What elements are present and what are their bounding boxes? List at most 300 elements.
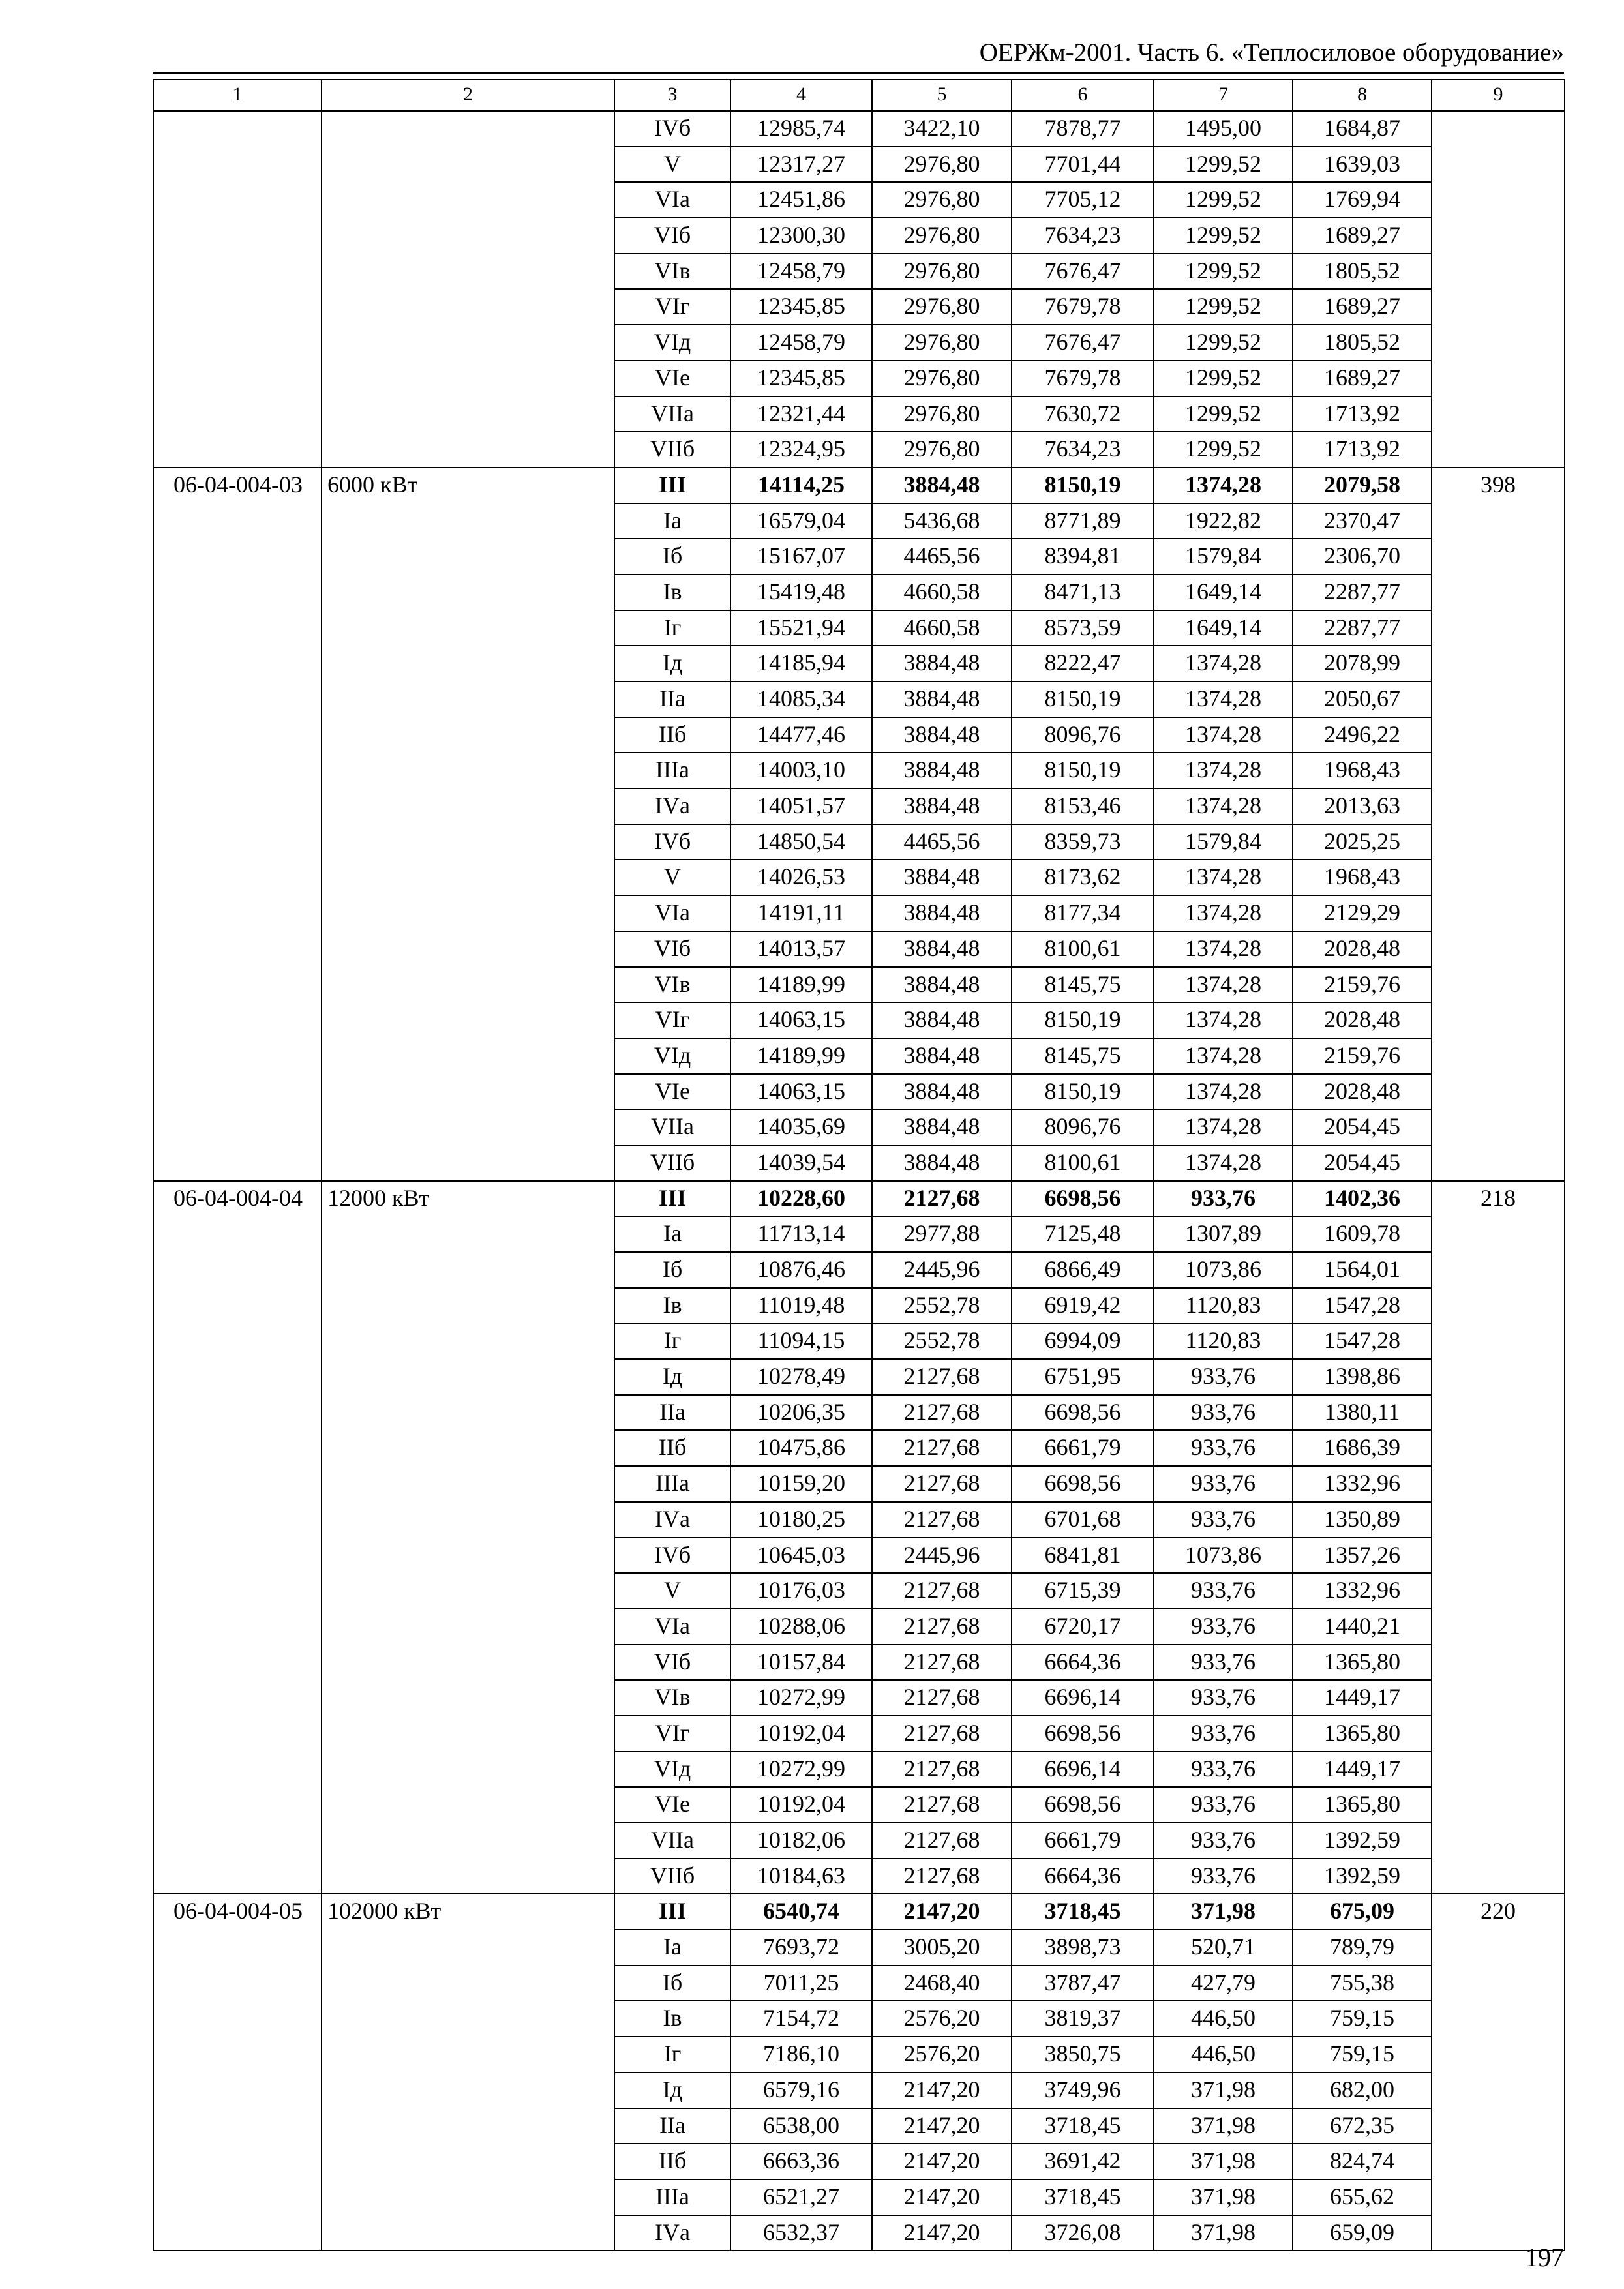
value-cell-c5: 2147,20: [872, 2144, 1012, 2179]
value-cell-c4: 14051,57: [730, 788, 872, 824]
col9-cell: 398: [1432, 468, 1565, 1181]
value-cell-c4: 7154,72: [730, 2001, 872, 2037]
value-cell-c4: 10272,99: [730, 1680, 872, 1716]
rate-code-cell: 06-04-004-05: [153, 1894, 322, 2251]
value-cell-c7: 933,76: [1154, 1859, 1293, 1894]
value-cell-c7: 371,98: [1154, 2108, 1293, 2144]
value-cell-c7: 933,76: [1154, 1645, 1293, 1681]
value-cell-c8: 2287,77: [1293, 610, 1432, 646]
value-cell-c8: 1713,92: [1293, 396, 1432, 432]
value-cell-c6: 7878,77: [1012, 111, 1154, 147]
value-cell-c7: 446,50: [1154, 2037, 1293, 2072]
value-cell-c5: 3422,10: [872, 111, 1012, 147]
value-cell-c7: 1299,52: [1154, 182, 1293, 218]
value-cell-c5: 3884,48: [872, 788, 1012, 824]
value-cell-c4: 14026,53: [730, 860, 872, 895]
value-cell-c5: 2147,20: [872, 1894, 1012, 1930]
value-cell-c4: 14477,46: [730, 717, 872, 753]
value-cell-c5: 2976,80: [872, 432, 1012, 468]
value-cell-c5: 4660,58: [872, 575, 1012, 610]
value-cell-c6: 3819,37: [1012, 2001, 1154, 2037]
column-number: 3: [614, 80, 730, 111]
zone-cell: VIIб: [614, 432, 730, 468]
value-cell-c5: 3884,48: [872, 468, 1012, 503]
value-cell-c4: 12458,79: [730, 254, 872, 290]
zone-cell: Iа: [614, 1930, 730, 1966]
zone-cell: VIа: [614, 895, 730, 931]
value-cell-c5: 3884,48: [872, 681, 1012, 717]
value-cell-c5: 3884,48: [872, 1002, 1012, 1038]
value-cell-c8: 1449,17: [1293, 1680, 1432, 1716]
column-number: 6: [1012, 80, 1154, 111]
value-cell-c7: 371,98: [1154, 2215, 1293, 2251]
zone-cell: V: [614, 860, 730, 895]
value-cell-c8: 675,09: [1293, 1894, 1432, 1930]
value-cell-c8: 2013,63: [1293, 788, 1432, 824]
value-cell-c5: 2147,20: [872, 2179, 1012, 2215]
zone-cell: VIб: [614, 931, 730, 967]
value-cell-c8: 1440,21: [1293, 1609, 1432, 1645]
value-cell-c5: 2976,80: [872, 361, 1012, 396]
value-cell-c7: 933,76: [1154, 1181, 1293, 1217]
value-cell-c4: 15419,48: [730, 575, 872, 610]
value-cell-c8: 1609,78: [1293, 1216, 1432, 1252]
value-cell-c5: 3884,48: [872, 967, 1012, 1003]
value-cell-c4: 10192,04: [730, 1716, 872, 1752]
value-cell-c5: 2576,20: [872, 2037, 1012, 2072]
value-cell-c7: 933,76: [1154, 1752, 1293, 1788]
value-cell-c6: 8173,62: [1012, 860, 1154, 895]
value-cell-c6: 6919,42: [1012, 1288, 1154, 1324]
zone-cell: VIд: [614, 325, 730, 361]
value-cell-c6: 3718,45: [1012, 2179, 1154, 2215]
value-cell-c4: 16579,04: [730, 503, 872, 539]
zone-cell: VIе: [614, 1074, 730, 1110]
value-cell-c8: 1684,87: [1293, 111, 1432, 147]
zone-cell: Iа: [614, 1216, 730, 1252]
value-cell-c8: 1357,26: [1293, 1538, 1432, 1574]
value-cell-c6: 6994,09: [1012, 1323, 1154, 1359]
value-cell-c5: 3884,48: [872, 1038, 1012, 1074]
rate-code-cell: 06-04-004-03: [153, 468, 322, 1181]
rate-name-cell: 102000 кВт: [322, 1894, 614, 2251]
value-cell-c8: 759,15: [1293, 2037, 1432, 2072]
value-cell-c4: 14114,25: [730, 468, 872, 503]
value-cell-c7: 1649,14: [1154, 575, 1293, 610]
value-cell-c7: 933,76: [1154, 1680, 1293, 1716]
zone-cell: IVа: [614, 2215, 730, 2251]
value-cell-c4: 15167,07: [730, 539, 872, 575]
zone-cell: Iб: [614, 539, 730, 575]
value-cell-c4: 10176,03: [730, 1573, 872, 1609]
value-cell-c7: 1374,28: [1154, 860, 1293, 895]
value-cell-c8: 2129,29: [1293, 895, 1432, 931]
value-cell-c8: 1769,94: [1293, 182, 1432, 218]
value-cell-c8: 1402,36: [1293, 1181, 1432, 1217]
value-cell-c7: 1374,28: [1154, 788, 1293, 824]
value-cell-c8: 2496,22: [1293, 717, 1432, 753]
value-cell-c6: 8150,19: [1012, 1074, 1154, 1110]
value-cell-c5: 2976,80: [872, 182, 1012, 218]
value-cell-c5: 2468,40: [872, 1966, 1012, 2001]
value-cell-c6: 8145,75: [1012, 967, 1154, 1003]
value-cell-c8: 755,38: [1293, 1966, 1432, 2001]
value-cell-c5: 2576,20: [872, 2001, 1012, 2037]
value-cell-c8: 2159,76: [1293, 1038, 1432, 1074]
value-cell-c5: 2127,68: [872, 1395, 1012, 1431]
value-cell-c7: 1073,86: [1154, 1252, 1293, 1288]
value-cell-c7: 1374,28: [1154, 1145, 1293, 1181]
value-cell-c8: 1805,52: [1293, 254, 1432, 290]
value-cell-c5: 2127,68: [872, 1716, 1012, 1752]
value-cell-c6: 6664,36: [1012, 1645, 1154, 1681]
value-cell-c4: 10157,84: [730, 1645, 872, 1681]
value-cell-c5: 2147,20: [872, 2215, 1012, 2251]
value-cell-c4: 12985,74: [730, 111, 872, 147]
value-cell-c6: 6866,49: [1012, 1252, 1154, 1288]
value-cell-c8: 1805,52: [1293, 325, 1432, 361]
zone-cell: Iв: [614, 575, 730, 610]
value-cell-c8: 2079,58: [1293, 468, 1432, 503]
value-cell-c4: 10228,60: [730, 1181, 872, 1217]
value-cell-c7: 1579,84: [1154, 539, 1293, 575]
zone-cell: III: [614, 468, 730, 503]
table-row: [153, 111, 1565, 147]
value-cell-c6: 3850,75: [1012, 2037, 1154, 2072]
value-cell-c5: 2147,20: [872, 2108, 1012, 2144]
value-cell-c7: 1120,83: [1154, 1323, 1293, 1359]
value-cell-c7: 371,98: [1154, 1894, 1293, 1930]
value-cell-c5: 2552,78: [872, 1323, 1012, 1359]
value-cell-c6: 8177,34: [1012, 895, 1154, 931]
value-cell-c6: 6715,39: [1012, 1573, 1154, 1609]
zone-cell: III: [614, 1894, 730, 1930]
value-cell-c4: 12321,44: [730, 396, 872, 432]
value-cell-c5: 2976,80: [872, 254, 1012, 290]
value-cell-c7: 427,79: [1154, 1966, 1293, 2001]
value-cell-c6: 8471,13: [1012, 575, 1154, 610]
zone-cell: VIIб: [614, 1859, 730, 1894]
value-cell-c8: 2025,25: [1293, 824, 1432, 860]
value-cell-c6: 6698,56: [1012, 1395, 1154, 1431]
zone-cell: VIа: [614, 182, 730, 218]
value-cell-c8: 1365,80: [1293, 1787, 1432, 1823]
value-cell-c8: 2287,77: [1293, 575, 1432, 610]
value-cell-c4: 11094,15: [730, 1323, 872, 1359]
value-cell-c7: 371,98: [1154, 2072, 1293, 2108]
value-cell-c7: 1374,28: [1154, 646, 1293, 681]
value-cell-c4: 6663,36: [730, 2144, 872, 2179]
value-cell-c5: 3884,48: [872, 1145, 1012, 1181]
value-cell-c8: 1639,03: [1293, 147, 1432, 183]
value-cell-c5: 2976,80: [872, 396, 1012, 432]
value-cell-c5: 2127,68: [872, 1359, 1012, 1395]
value-cell-c5: 2976,80: [872, 289, 1012, 325]
value-cell-c6: 8100,61: [1012, 931, 1154, 967]
value-cell-c6: 7701,44: [1012, 147, 1154, 183]
value-cell-c5: 2977,88: [872, 1216, 1012, 1252]
zone-cell: VIв: [614, 967, 730, 1003]
value-cell-c7: 1649,14: [1154, 610, 1293, 646]
value-cell-c8: 759,15: [1293, 2001, 1432, 2037]
value-cell-c4: 10272,99: [730, 1752, 872, 1788]
value-cell-c4: 10182,06: [730, 1823, 872, 1859]
value-cell-c7: 1374,28: [1154, 1109, 1293, 1145]
zone-cell: Iд: [614, 2072, 730, 2108]
zone-cell: VIб: [614, 218, 730, 254]
value-cell-c8: 1365,80: [1293, 1716, 1432, 1752]
value-cell-c6: 6661,79: [1012, 1430, 1154, 1466]
zone-cell: IIа: [614, 1395, 730, 1431]
value-cell-c7: 933,76: [1154, 1609, 1293, 1645]
column-number-row: [153, 80, 1565, 111]
value-cell-c5: 2127,68: [872, 1787, 1012, 1823]
value-cell-c7: 933,76: [1154, 1502, 1293, 1538]
zone-cell: IVб: [614, 111, 730, 147]
value-cell-c4: 10876,46: [730, 1252, 872, 1288]
value-cell-c4: 7186,10: [730, 2037, 872, 2072]
value-cell-c4: 12345,85: [730, 361, 872, 396]
value-cell-c4: 10206,35: [730, 1395, 872, 1431]
value-cell-c5: 3884,48: [872, 931, 1012, 967]
value-cell-c7: 1579,84: [1154, 824, 1293, 860]
value-cell-c4: 11713,14: [730, 1216, 872, 1252]
zone-cell: VIIа: [614, 1823, 730, 1859]
value-cell-c4: 6521,27: [730, 2179, 872, 2215]
value-cell-c6: 6696,14: [1012, 1680, 1154, 1716]
value-cell-c8: 1968,43: [1293, 860, 1432, 895]
value-cell-c6: 6698,56: [1012, 1181, 1154, 1217]
zone-cell: IIб: [614, 1430, 730, 1466]
value-cell-c5: 2552,78: [872, 1288, 1012, 1324]
value-cell-c4: 10192,04: [730, 1787, 872, 1823]
zone-cell: V: [614, 147, 730, 183]
zone-cell: Iб: [614, 1966, 730, 2001]
value-cell-c7: 933,76: [1154, 1823, 1293, 1859]
value-cell-c7: 1299,52: [1154, 396, 1293, 432]
zone-cell: IVа: [614, 788, 730, 824]
value-cell-c5: 2147,20: [872, 2072, 1012, 2108]
zone-cell: IVб: [614, 1538, 730, 1574]
rate-name-cell: 6000 кВт: [322, 468, 614, 1181]
column-number: 4: [730, 80, 872, 111]
page-number: 197: [1525, 2243, 1564, 2272]
value-cell-c5: 2127,68: [872, 1752, 1012, 1788]
page-header-title: ОЕРЖм-2001. Часть 6. «Теплосиловое оборудование»: [979, 38, 1564, 67]
zone-cell: Iг: [614, 2037, 730, 2072]
value-cell-c8: 1332,96: [1293, 1573, 1432, 1609]
value-cell-c8: 2028,48: [1293, 1002, 1432, 1038]
value-cell-c8: 1547,28: [1293, 1288, 1432, 1324]
value-cell-c4: 14185,94: [730, 646, 872, 681]
value-cell-c8: 2028,48: [1293, 1074, 1432, 1110]
value-cell-c5: 2127,68: [872, 1823, 1012, 1859]
value-cell-c4: 14039,54: [730, 1145, 872, 1181]
value-cell-c8: 2159,76: [1293, 967, 1432, 1003]
value-cell-c6: 6698,56: [1012, 1466, 1154, 1502]
value-cell-c4: 7693,72: [730, 1930, 872, 1966]
value-cell-c4: 10475,86: [730, 1430, 872, 1466]
zone-cell: Iв: [614, 2001, 730, 2037]
value-cell-c8: 1365,80: [1293, 1645, 1432, 1681]
value-cell-c8: 2370,47: [1293, 503, 1432, 539]
zone-cell: IIа: [614, 681, 730, 717]
value-cell-c4: 12300,30: [730, 218, 872, 254]
value-cell-c8: 1689,27: [1293, 361, 1432, 396]
value-cell-c6: 8150,19: [1012, 753, 1154, 788]
value-cell-c6: 8150,19: [1012, 468, 1154, 503]
table-row: [153, 1894, 1565, 1930]
zone-cell: IIб: [614, 717, 730, 753]
value-cell-c4: 14189,99: [730, 1038, 872, 1074]
zone-cell: VIIб: [614, 1145, 730, 1181]
value-cell-c7: 371,98: [1154, 2144, 1293, 2179]
value-cell-c6: 3726,08: [1012, 2215, 1154, 2251]
value-cell-c5: 4465,56: [872, 539, 1012, 575]
zone-cell: IIIа: [614, 753, 730, 788]
value-cell-c7: 446,50: [1154, 2001, 1293, 2037]
value-cell-c4: 7011,25: [730, 1966, 872, 2001]
rate-code-cell: [153, 111, 322, 468]
value-cell-c6: 8394,81: [1012, 539, 1154, 575]
value-cell-c6: 7676,47: [1012, 254, 1154, 290]
value-cell-c5: 3884,48: [872, 646, 1012, 681]
value-cell-c8: 1713,92: [1293, 432, 1432, 468]
value-cell-c7: 1374,28: [1154, 1038, 1293, 1074]
value-cell-c8: 2028,48: [1293, 931, 1432, 967]
value-cell-c8: 1689,27: [1293, 218, 1432, 254]
value-cell-c4: 14085,34: [730, 681, 872, 717]
rates-table-body: [153, 80, 1565, 2251]
value-cell-c6: 6664,36: [1012, 1859, 1154, 1894]
col9-cell: 220: [1432, 1894, 1565, 2251]
value-cell-c4: 12324,95: [730, 432, 872, 468]
value-cell-c8: 1449,17: [1293, 1752, 1432, 1788]
value-cell-c8: 1392,59: [1293, 1859, 1432, 1894]
value-cell-c5: 2127,68: [872, 1466, 1012, 1502]
value-cell-c4: 12451,86: [730, 182, 872, 218]
zone-cell: Iб: [614, 1252, 730, 1288]
value-cell-c7: 1495,00: [1154, 111, 1293, 147]
value-cell-c5: 2127,68: [872, 1181, 1012, 1217]
value-cell-c6: 8096,76: [1012, 717, 1154, 753]
zone-cell: VIв: [614, 1680, 730, 1716]
value-cell-c6: 7679,78: [1012, 289, 1154, 325]
zone-cell: VIв: [614, 254, 730, 290]
value-cell-c7: 933,76: [1154, 1787, 1293, 1823]
rate-code-cell: 06-04-004-04: [153, 1181, 322, 1894]
value-cell-c6: 8771,89: [1012, 503, 1154, 539]
value-cell-c4: 10288,06: [730, 1609, 872, 1645]
value-cell-c7: 1299,52: [1154, 147, 1293, 183]
value-cell-c6: 6751,95: [1012, 1359, 1154, 1395]
value-cell-c7: 1374,28: [1154, 967, 1293, 1003]
zone-cell: Iг: [614, 610, 730, 646]
zone-cell: VIд: [614, 1752, 730, 1788]
zone-cell: VIг: [614, 1002, 730, 1038]
column-number: 1: [153, 80, 322, 111]
value-cell-c8: 682,00: [1293, 2072, 1432, 2108]
value-cell-c5: 3884,48: [872, 1109, 1012, 1145]
zone-cell: V: [614, 1573, 730, 1609]
value-cell-c5: 3884,48: [872, 753, 1012, 788]
value-cell-c6: 3718,45: [1012, 1894, 1154, 1930]
value-cell-c7: 1299,52: [1154, 218, 1293, 254]
value-cell-c5: 2127,68: [872, 1502, 1012, 1538]
value-cell-c6: 7634,23: [1012, 432, 1154, 468]
value-cell-c4: 6538,00: [730, 2108, 872, 2144]
value-cell-c7: 1073,86: [1154, 1538, 1293, 1574]
value-cell-c8: 1392,59: [1293, 1823, 1432, 1859]
value-cell-c7: 1374,28: [1154, 468, 1293, 503]
value-cell-c5: 3884,48: [872, 717, 1012, 753]
zone-cell: VIе: [614, 361, 730, 396]
value-cell-c5: 3884,48: [872, 1074, 1012, 1110]
zone-cell: IIа: [614, 2108, 730, 2144]
value-cell-c8: 824,74: [1293, 2144, 1432, 2179]
zone-cell: Iв: [614, 1288, 730, 1324]
value-cell-c7: 1374,28: [1154, 895, 1293, 931]
value-cell-c4: 14850,54: [730, 824, 872, 860]
value-cell-c6: 7630,72: [1012, 396, 1154, 432]
value-cell-c6: 7705,12: [1012, 182, 1154, 218]
value-cell-c7: 520,71: [1154, 1930, 1293, 1966]
value-cell-c8: 1686,39: [1293, 1430, 1432, 1466]
value-cell-c5: 2445,96: [872, 1538, 1012, 1574]
value-cell-c7: 1299,52: [1154, 325, 1293, 361]
value-cell-c5: 2127,68: [872, 1430, 1012, 1466]
value-cell-c7: 1299,52: [1154, 361, 1293, 396]
value-cell-c7: 1374,28: [1154, 1074, 1293, 1110]
value-cell-c8: 655,62: [1293, 2179, 1432, 2215]
value-cell-c6: 3749,96: [1012, 2072, 1154, 2108]
value-cell-c7: 933,76: [1154, 1359, 1293, 1395]
value-cell-c5: 4465,56: [872, 824, 1012, 860]
value-cell-c6: 6698,56: [1012, 1787, 1154, 1823]
zone-cell: Iа: [614, 503, 730, 539]
zone-cell: VIIа: [614, 396, 730, 432]
value-cell-c5: 3005,20: [872, 1930, 1012, 1966]
value-cell-c6: 8096,76: [1012, 1109, 1154, 1145]
value-cell-c7: 1307,89: [1154, 1216, 1293, 1252]
value-cell-c7: 933,76: [1154, 1466, 1293, 1502]
zone-cell: VIе: [614, 1787, 730, 1823]
value-cell-c8: 1968,43: [1293, 753, 1432, 788]
value-cell-c6: 6661,79: [1012, 1823, 1154, 1859]
value-cell-c4: 14013,57: [730, 931, 872, 967]
value-cell-c4: 15521,94: [730, 610, 872, 646]
value-cell-c6: 3718,45: [1012, 2108, 1154, 2144]
value-cell-c4: 12345,85: [730, 289, 872, 325]
value-cell-c5: 2976,80: [872, 325, 1012, 361]
value-cell-c8: 2306,70: [1293, 539, 1432, 575]
value-cell-c7: 933,76: [1154, 1430, 1293, 1466]
value-cell-c8: 2050,67: [1293, 681, 1432, 717]
value-cell-c4: 10180,25: [730, 1502, 872, 1538]
value-cell-c6: 8150,19: [1012, 681, 1154, 717]
zone-cell: VIб: [614, 1645, 730, 1681]
value-cell-c8: 1332,96: [1293, 1466, 1432, 1502]
value-cell-c7: 933,76: [1154, 1573, 1293, 1609]
value-cell-c6: 8150,19: [1012, 1002, 1154, 1038]
zone-cell: VIа: [614, 1609, 730, 1645]
zone-cell: IVб: [614, 824, 730, 860]
value-cell-c4: 6540,74: [730, 1894, 872, 1930]
value-cell-c7: 1922,82: [1154, 503, 1293, 539]
value-cell-c8: 672,35: [1293, 2108, 1432, 2144]
value-cell-c5: 4660,58: [872, 610, 1012, 646]
column-number: 5: [872, 80, 1012, 111]
